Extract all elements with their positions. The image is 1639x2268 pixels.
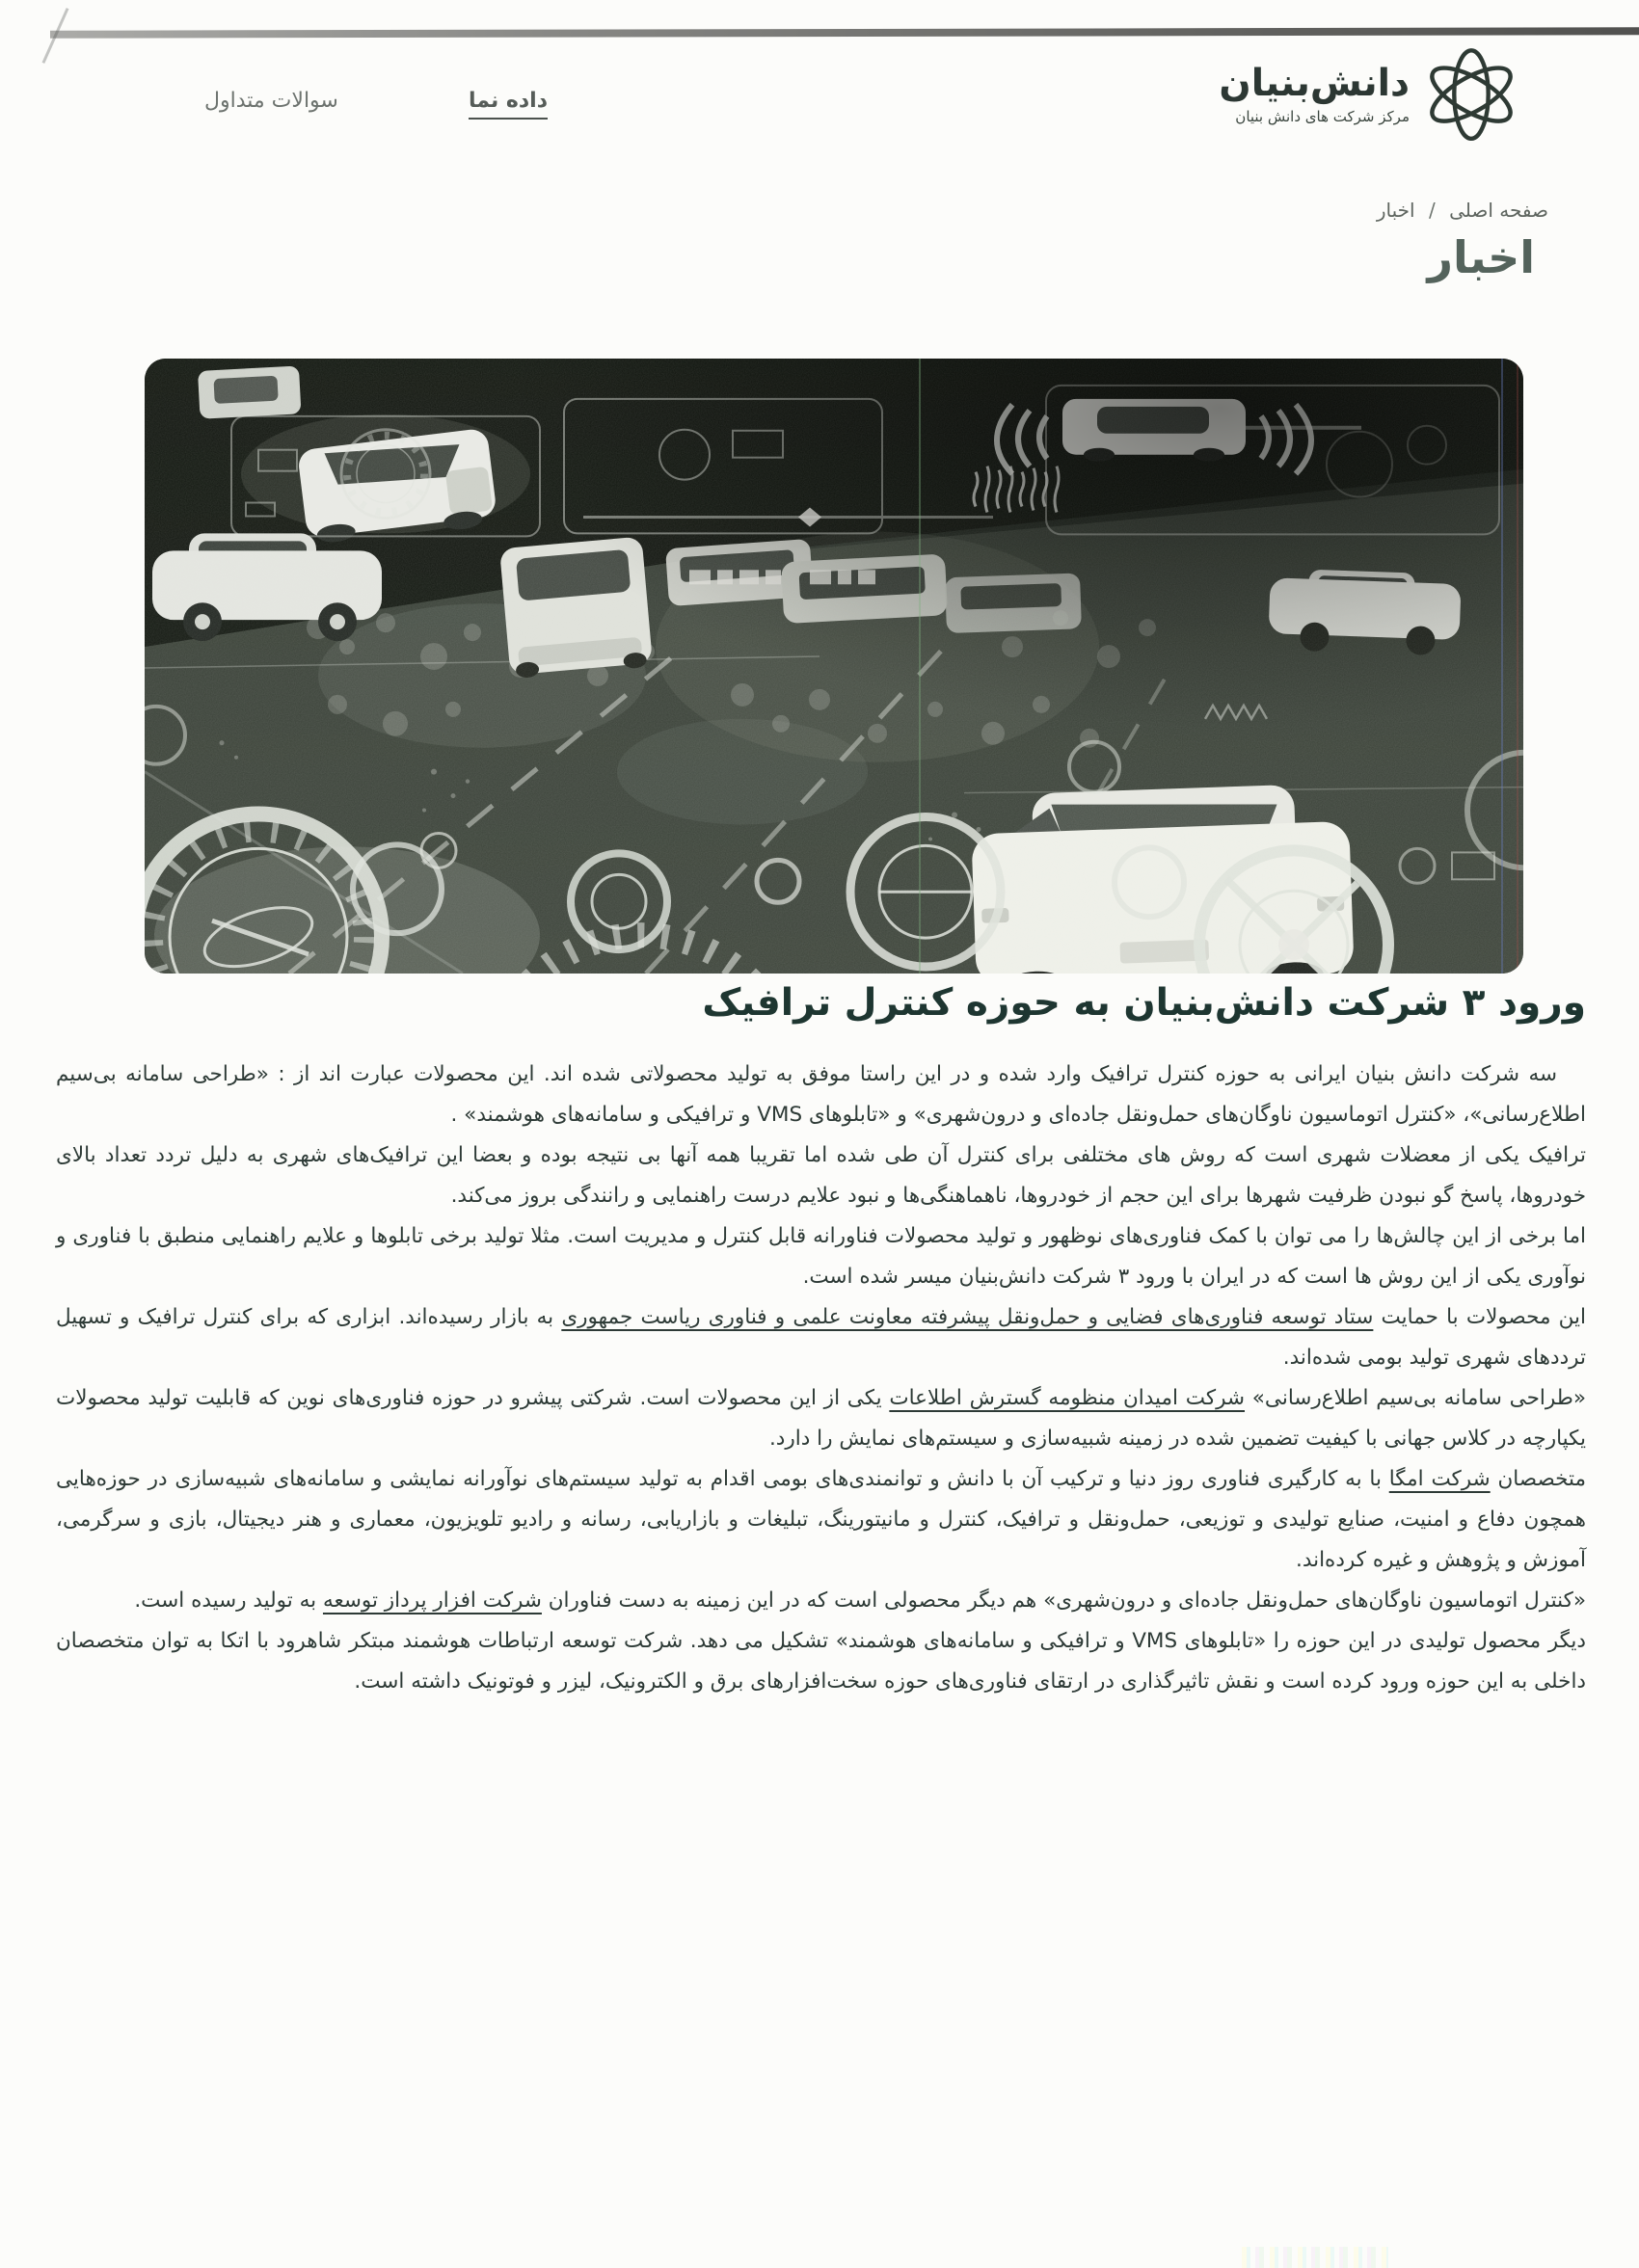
brand-subtitle: مرکز شرکت های دانش بنیان (1235, 108, 1410, 126)
text-run: به تولید رسیده است. (134, 1588, 323, 1613)
article-paragraph (56, 1581, 1586, 1621)
text-run: ترافیک یکی از معضلات شهری است که روش های مختلفی برای کنترل آن طی شده اما تقریبا همه آنها بی نتیجه بوده و بعضا این ترافیک‌های شهری به دلیل تردد تعداد بالای خودروها، پاسخ گو نبودن ظرفیت شهرها برای این حجم از خودروها، ناهماهنگی‌ها و نبود علایم درست راهنمایی و رانندگی بروز می‌کند. (56, 1143, 1586, 1208)
brand-title: دانش‌بنیان (1219, 61, 1410, 105)
text-run: سه شرکت دانش بنیان ایرانی به حوزه کنترل ترافیک وارد شده و در این راستا موفق به تولید محصولاتی شده اند. این محصولات عبارت اند از : «طراحی سامانه بی‌سیم اطلاع‌رسانی»، «کنترل اتوماسیون ناوگان‌های حمل‌ونقل جاده‌ای و درون‌شهری» و «تابلوهای VMS و ترافیکی و سامانه‌های هوشمند» . (56, 1062, 1586, 1127)
text-run: «طراحی سامانه بی‌سیم اطلاع‌رسانی» (1245, 1386, 1586, 1410)
text-run: با به کارگیری فناوری روز دنیا و ترکیب آن با دانش و توانمندی‌های بومی اقدام به تولید سیستم‌های نوآورانه نمایشی و سامانه‌های شبیه‌سازی در حوزه‌هایی همچون دفاع و امنیت، صنایع تولیدی و توزیعی، حمل‌ونقل و ترافیک، کنترل و مانیتورینگ، تبلیغات و بازاریابی، رسانه و رادیو تلویزیون، معماری و هنر دیجیتال، بازی و سرگرمی، آموزش و پژوهش و غیره کرده‌اند. (56, 1467, 1586, 1572)
text-run: دیگر محصول تولیدی در این حوزه را «تابلوهای VMS و ترافیکی و سامانه‌های هوشمند» تشکیل می دهد. شرکت توسعه ارتباطات هوشمند مبتکر شاهرود با اتکا به توان متخصصان داخلی به این حوزه ورود کرده است و نقش تاثیرگذاری در ارتقای فناوری‌های حوزه سخت‌افزارهای برق و الکترونیک، لیزر و فوتونیک داشته است. (56, 1629, 1586, 1694)
scan-artifact-top-line (50, 27, 1639, 38)
text-run: به بازار رسیده‌اند. ابزاری که برای کنترل ترافیک و تسهیل ترددهای شهری تولید بومی شده‌اند. (56, 1305, 1586, 1370)
article-paragraph (56, 1216, 1586, 1297)
article-paragraph (56, 1459, 1586, 1581)
text-run: متخصصان (1490, 1467, 1586, 1491)
text-run: یکی از این محصولات است. شرکتی پیشرو در حوزه فناوری‌های نوین که قابلیت تولید محصولات یکپارچه در کلاس جهانی با کیفیت تضمین شده در زمینه شبیه‌سازی و سیستم‌های نمایش را دارد. (56, 1386, 1586, 1451)
inline-link[interactable]: ستاد توسعه فناوری‌های فضایی و حمل‌ونقل پیشرفته معاونت علمی و فناوری ریاست جمهوری (561, 1305, 1374, 1329)
inline-link[interactable]: شرکت امیدان منظومه گسترش اطلاعات (889, 1386, 1246, 1410)
brand[interactable] (1219, 42, 1521, 147)
main-nav (204, 89, 548, 120)
breadcrumb-home[interactable]: صفحه اصلی (1449, 199, 1548, 222)
traffic-scene-graphic (145, 359, 1523, 974)
article-paragraph (56, 1054, 1586, 1135)
nav-link-1[interactable]: سوالات متداول (204, 89, 338, 113)
inline-link[interactable]: شرکت افزار پرداز توسعه (322, 1588, 542, 1613)
breadcrumb (1377, 199, 1548, 222)
article-paragraph (56, 1297, 1586, 1378)
page-title: اخبار (1427, 231, 1535, 283)
traffic-hero-image (145, 359, 1523, 974)
text-run: «کنترل اتوماسیون ناوگان‌های حمل‌ونقل جاده‌ای و درون‌شهری» هم دیگر محصولی است که در این زمینه به دست فناوران (541, 1588, 1586, 1613)
text-run: اما برخی از این چالش‌ها را می توان با کمک فناوری‌های نوظهور و تولید محصولات فناورانه قابل کنترل و مدیریت است. مثلا تولید برخی تابلوها و علایم راهنمایی منطبق با فناوری و نوآوری یکی از این روش ها است که در ایران با ورود ۳ شرکت دانش‌بنیان میسر شده است. (56, 1224, 1586, 1289)
article-paragraph (56, 1135, 1586, 1216)
article-paragraph (56, 1378, 1586, 1459)
article-paragraph (56, 1621, 1586, 1702)
article-headline: ورود ۳ شرکت دانش‌بنیان به حوزه کنترل ترافیک (702, 981, 1586, 1025)
inline-link[interactable]: شرکت امگا (1388, 1467, 1491, 1491)
breadcrumb-current[interactable]: اخبار (1376, 199, 1415, 222)
text-run: این محصولات با حمایت (1373, 1305, 1586, 1329)
breadcrumb-separator: / (1428, 199, 1436, 222)
atom-logo-icon (1421, 42, 1521, 147)
scan-artifact-bottom-strip (1242, 2247, 1388, 2268)
article-body (56, 1054, 1586, 1702)
nav-link-0[interactable]: داده نما (469, 89, 548, 120)
